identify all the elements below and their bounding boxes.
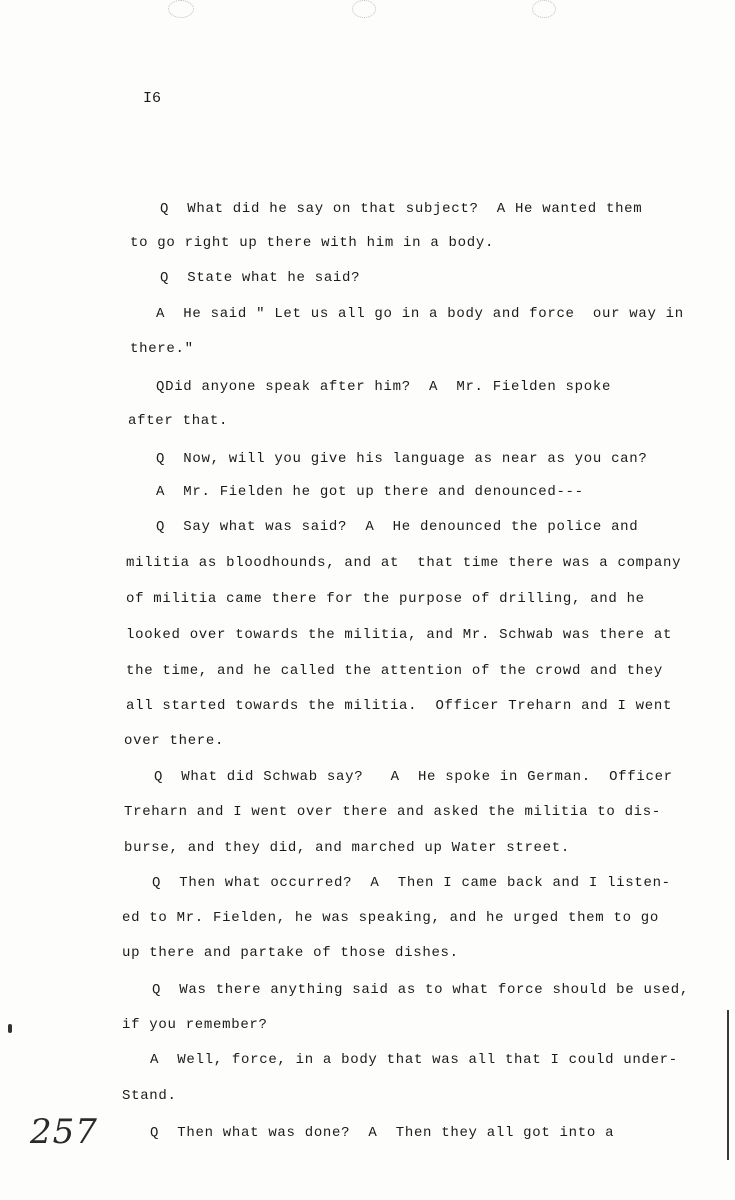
handwritten-margin-number: 257 <box>30 1112 98 1152</box>
text-line: Q Was there anything said as to what force should be used, <box>152 982 689 998</box>
text-line: A He said " Let us all go in a body and force our way in <box>156 306 684 322</box>
text-line: of militia came there for the purpose of drilling, and he <box>126 591 645 607</box>
text-line: up there and partake of those dishes. <box>122 945 459 961</box>
punch-hole-mark <box>532 0 556 18</box>
text-line: burse, and they did, and marched up Water street. <box>124 840 570 856</box>
text-line: Treharn and I went over there and asked the militia to dis- <box>124 804 661 820</box>
page-number: I6 <box>143 90 162 107</box>
punch-hole-mark <box>352 0 376 18</box>
text-line: to go right up there with him in a body. <box>130 235 495 251</box>
text-line: Q Now, will you give his language as near as you can? <box>156 451 648 467</box>
right-edge-mark <box>727 1010 729 1160</box>
text-line: A Well, force, in a body that was all that I could under- <box>150 1052 678 1068</box>
text-line: over there. <box>124 733 225 749</box>
text-line: the time, and he called the attention of the crowd and they <box>126 663 663 679</box>
text-line: looked over towards the militia, and Mr. Schwab was there at <box>126 627 673 643</box>
punch-hole-mark <box>168 0 194 18</box>
text-line: Q State what he said? <box>160 270 361 286</box>
text-line: Q Say what was said? A He denounced the police and <box>156 519 639 535</box>
text-line: QDid anyone speak after him? A Mr. Fielden spoke <box>156 379 612 395</box>
text-line: A Mr. Fielden he got up there and denounced--- <box>156 484 584 500</box>
text-line: ed to Mr. Fielden, he was speaking, and he urged them to go <box>122 910 659 926</box>
margin-ink-mark <box>8 1024 12 1033</box>
text-line: there." <box>130 341 194 357</box>
text-line: after that. <box>128 413 229 429</box>
text-line: militia as bloodhounds, and at that time there was a company <box>126 555 682 571</box>
text-line: Q Then what occurred? A Then I came back and I listen- <box>152 875 671 891</box>
text-line: Stand. <box>122 1088 177 1104</box>
text-line: Q What did he say on that subject? A He wanted them <box>160 201 643 217</box>
text-line: Q Then what was done? A Then they all got into a <box>150 1125 615 1141</box>
text-line: Q What did Schwab say? A He spoke in German. Officer <box>154 769 673 785</box>
text-line: all started towards the militia. Officer Treharn and I went <box>126 698 673 714</box>
text-line: if you remember? <box>122 1017 268 1033</box>
